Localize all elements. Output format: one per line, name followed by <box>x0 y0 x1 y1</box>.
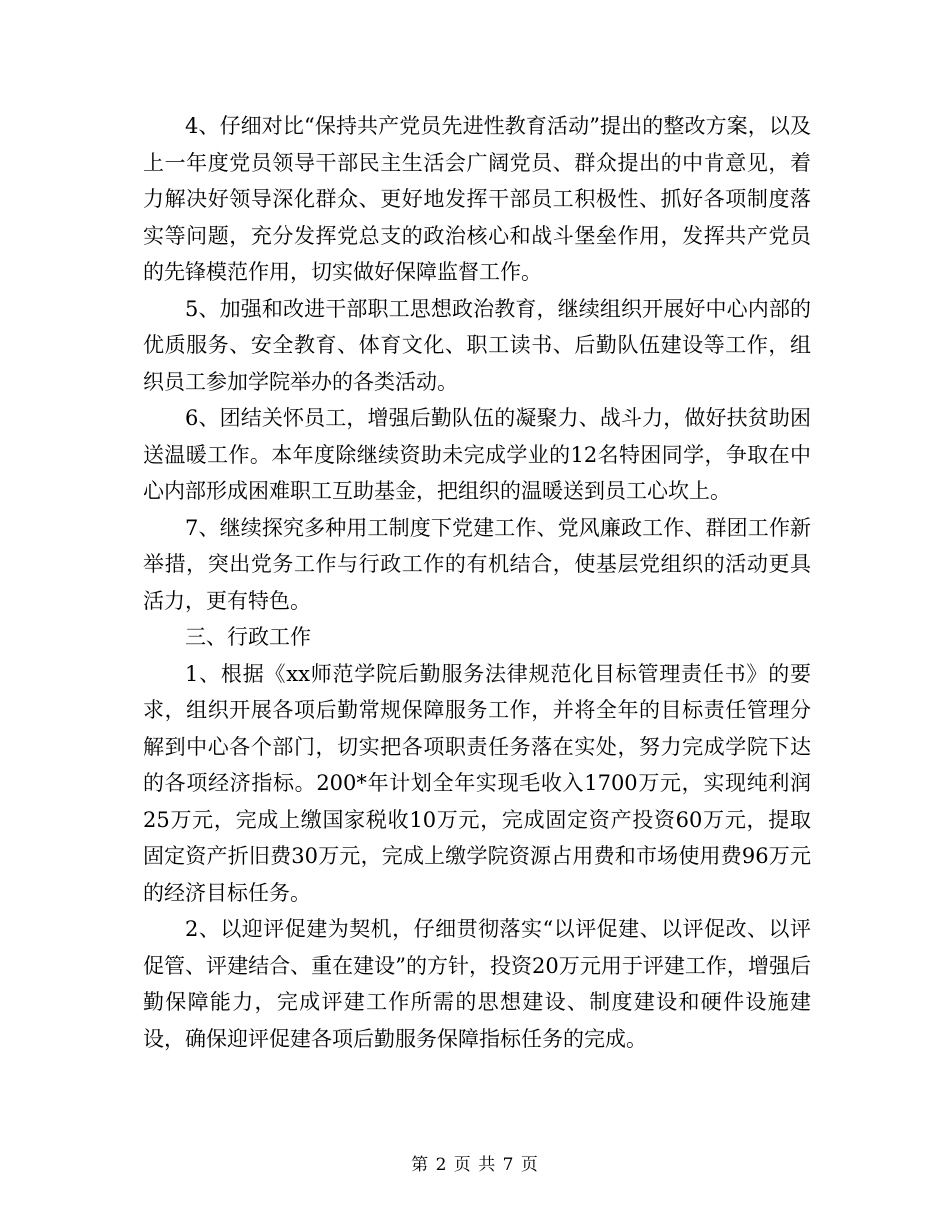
paragraph-item-4: 4、仔细对比“保持共产党员先进性教育活动”提出的整改方案，以及上一年度党员领导干部民主生活会广阔党员、群众提出的中肯意见，着力解决好领导深化群众、更好地发挥干部员工积极性、抓好各项制度落实等问题，充分发挥党总支的政治核心和战斗堡垒作用，发挥共产党员的先锋模范作用，切实做好保障监督工作。 <box>143 114 811 284</box>
paragraph-admin-item-1: 1、根据《xx师范学院后勤服务法律规范化目标管理责任书》的要求，组织开展各项后勤常规保障服务工作，并将全年的目标责任管理分解到中心各个部门，切实把各项职责任务落在实处，努力完成学院下达的各项经济指标。200*年计划全年实现毛收入1700万元，实现纯利润25万元，完成上缴国家税收10万元，完成固定资产投资60万元，提取固定资产折旧费30万元，完成上缴学院资源占用费和市场使用费96万元的经济目标任务。 <box>143 661 811 905</box>
paragraph-item-7: 7、继续探究多种用工制度下党建工作、党风廉政工作、群团工作新举措，突出党务工作与行政工作的有机结合，使基层党组织的活动更具活力，更有特色。 <box>143 515 811 613</box>
section-heading-administrative-work: 三、行政工作 <box>185 625 311 649</box>
paragraph-admin-item-2: 2、以迎评促建为契机，仔细贯彻落实“以评促建、以评促改、以评促管、评建结合、重在建设”的方针，投资20万元用于评建工作，增强后勤保障能力，完成评建工作所需的思想建设、制度建设和硬件设施建设，确保迎评促建各项后勤服务保障指标任务的完成。 <box>143 917 811 1051</box>
page-number-label: 第 2 页 共 7 页 <box>411 1155 539 1175</box>
paragraph-item-6: 6、团结关怀员工，增强后勤队伍的凝聚力、战斗力，做好扶贫助困送温暖工作。本年度除继续资助未完成学业的12名特困同学，争取在中心内部形成困难职工互助基金，把组织的温暖送到员工心坎上。 <box>143 406 811 503</box>
document-body <box>143 108 811 1057</box>
page-footer <box>0 1150 950 1175</box>
paragraph-item-5: 5、加强和改进干部职工思想政治教育，继续组织开展好中心内部的优质服务、安全教育、体育文化、职工读书、后勤队伍建设等工作，组织员工参加学院举办的各类活动。 <box>143 296 811 394</box>
